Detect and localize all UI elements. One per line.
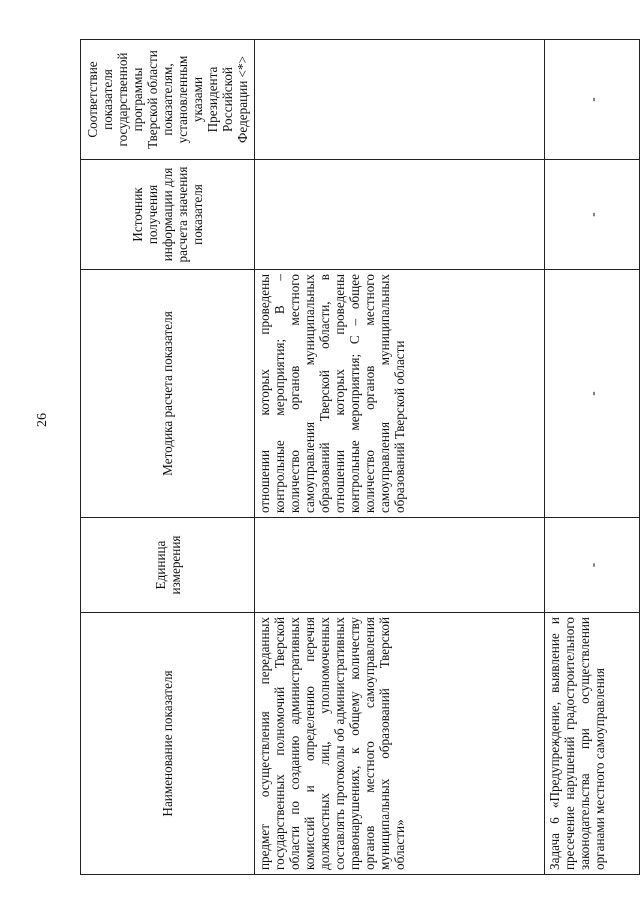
table-header-row (81, 40, 255, 875)
cell-method: отношении которых проведены контрольные мероприятия; В – количество органов местного самоуправления муниципальных образований Тверской области, в отношении которых проведены контрольные мероприятия; С – общее количество органов местного самоуправления муниципальных образований Тверской области (255, 270, 545, 518)
header-source: Источник получения информации для расчета значения показателя (81, 160, 255, 270)
page-number: 26 (35, 413, 50, 427)
cell-name: предмет осуществления переданных государственных полномочий Тверской области по созданию административных комиссий и определению перечня должностных лиц, уполномоченных составлять протоколы об административных правонарушениях, к общему количеству органов местного самоуправления муниципальных образований Тверской области» (255, 613, 545, 875)
cell-compliance (255, 40, 545, 160)
cell-method: - (545, 270, 640, 518)
cell-unit (255, 518, 545, 613)
header-compliance: Соответствие показателя государственной программы Тверской области показателям, установленным указами Президента Российской Федерации <*> (81, 40, 255, 160)
header-unit: Единица измерения (81, 518, 255, 613)
cell-unit: - (545, 518, 640, 613)
table-row (545, 40, 640, 875)
header-method: Методика расчета показателя (81, 270, 255, 518)
indicators-table (80, 39, 640, 875)
table-row (255, 40, 545, 875)
cell-source: - (545, 160, 640, 270)
rotated-table-container (80, 40, 605, 875)
cell-name: Задача 6 «Предупреждение, выявление и пресечение нарушений градостроительного законодательства при осуществлении органами местного самоуправления (545, 613, 640, 875)
cell-compliance: - (545, 40, 640, 160)
cell-source (255, 160, 545, 270)
header-name: Наименование показателя (81, 613, 255, 875)
